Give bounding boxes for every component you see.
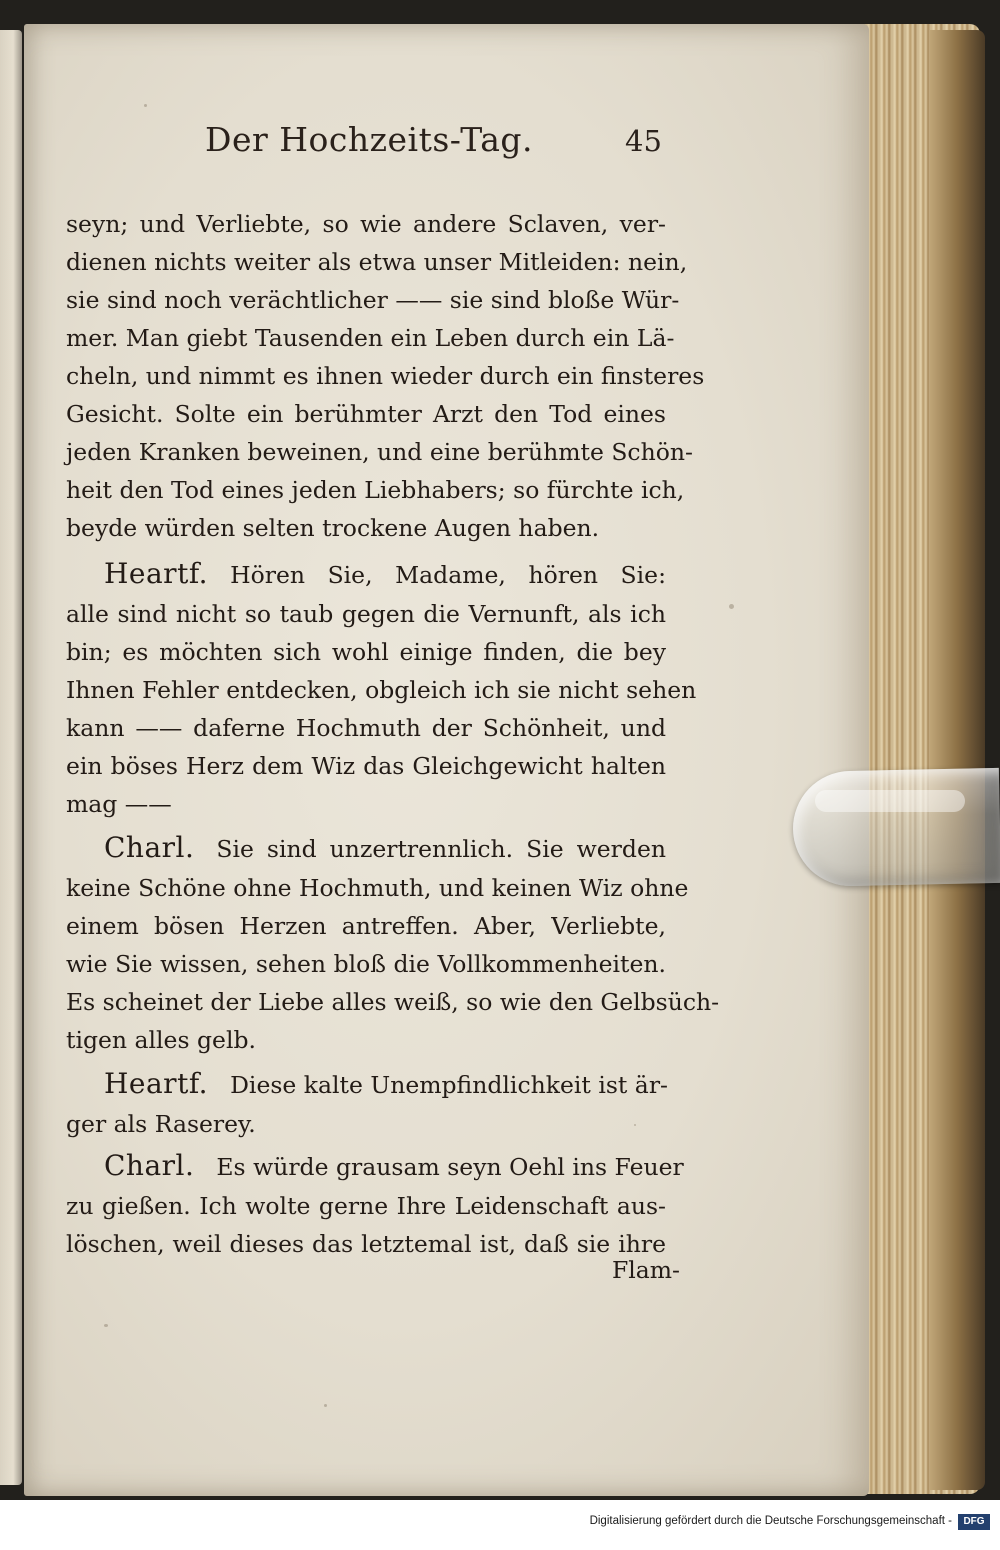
text-line: tigen alles gelb. — [66, 1026, 256, 1054]
text-line: ger als Raserey. — [66, 1110, 256, 1138]
speaker-name: Charl. — [104, 1149, 195, 1182]
speaker-name: Heartf. — [104, 1067, 209, 1100]
paper-speck — [144, 104, 147, 107]
speech-first-line — [104, 1065, 666, 1103]
text-line: alle sind nicht so taub gegen die Vernunft, als ich — [66, 600, 666, 628]
page-clip — [792, 768, 1000, 887]
text-line: Ihnen Fehler entdecken, obgleich ich sie nicht sehen — [66, 676, 697, 704]
catchword: Flam- — [611, 1256, 680, 1284]
text-line: einem bösen Herzen antreffen. Aber, Verliebte, — [66, 912, 666, 940]
speech-text: Sie sind unzertrennlich. Sie werden — [216, 835, 666, 863]
speech-first-line — [104, 1147, 684, 1185]
text-line: cheln, und nimmt es ihnen wieder durch ein finsteres — [66, 362, 705, 390]
text-line: dienen nichts weiter als etwa unser Mitleiden: nein, — [66, 248, 688, 276]
footer-bar — [0, 1500, 1000, 1550]
text-line: sie sind noch verächtlicher —— sie sind bloße Wür- — [66, 286, 680, 314]
text-line: löschen, weil dieses das letztemal ist, daß sie ihre — [66, 1230, 666, 1258]
speech-first-line — [104, 829, 666, 867]
speech-text: Hören Sie, Madame, hören Sie: — [230, 561, 666, 589]
text-line: Es scheinet der Liebe alles weiß, so wie den Gelbsüch- — [66, 988, 720, 1016]
text-line: seyn; und Verliebte, so wie andere Sclaven, ver- — [66, 210, 666, 238]
text-line: heit den Tod eines jeden Liebhabers; so fürchte ich, — [66, 476, 685, 504]
text-line: zu gießen. Ich wolte gerne Ihre Leidenschaft aus- — [66, 1192, 666, 1220]
body-text — [66, 205, 720, 1295]
dfg-logo-icon: DFG — [958, 1514, 990, 1530]
funding-credit: Digitalisierung gefördert durch die Deutsche Forschungsgemeinschaft - — [589, 1515, 952, 1527]
page-stack-shadow — [930, 30, 985, 1490]
paper-speck — [324, 1404, 327, 1407]
speaker-name: Heartf. — [104, 557, 209, 590]
text-line: mer. Man giebt Tausenden ein Leben durch ein Lä- — [66, 324, 675, 352]
text-line: mag —— — [66, 790, 172, 818]
text-line: kann —— daferne Hochmuth der Schönheit, und — [66, 714, 666, 742]
text-line: jeden Kranken beweinen, und eine berühmte Schön- — [66, 438, 693, 466]
page-header — [180, 108, 660, 188]
text-line: bin; es möchten sich wohl einige finden, die bey — [66, 638, 666, 666]
text-line: beyde würden selten trockene Augen haben. — [66, 514, 600, 542]
speech-first-line — [104, 555, 666, 593]
page-number: 45 — [625, 124, 662, 158]
previous-page-edge — [0, 30, 22, 1485]
running-title: Der Hochzeits-Tag. — [205, 120, 534, 159]
text-line: keine Schöne ohne Hochmuth, und keinen Wiz ohne — [66, 874, 689, 902]
paper-speck — [729, 604, 734, 609]
paper-speck — [104, 1324, 108, 1327]
text-line: Gesicht. Solte ein berühmter Arzt den Tod eines — [66, 400, 666, 428]
speech-text: Diese kalte Unempfindlichkeit ist är- — [230, 1071, 668, 1099]
text-line: wie Sie wissen, sehen bloß die Vollkommenheiten. — [66, 950, 666, 978]
speech-text: Es würde grausam seyn Oehl ins Feuer — [216, 1153, 684, 1181]
speaker-name: Charl. — [104, 831, 195, 864]
text-line: ein böses Herz dem Wiz das Gleichgewicht halten — [66, 752, 666, 780]
page-clip-highlight — [815, 790, 965, 812]
